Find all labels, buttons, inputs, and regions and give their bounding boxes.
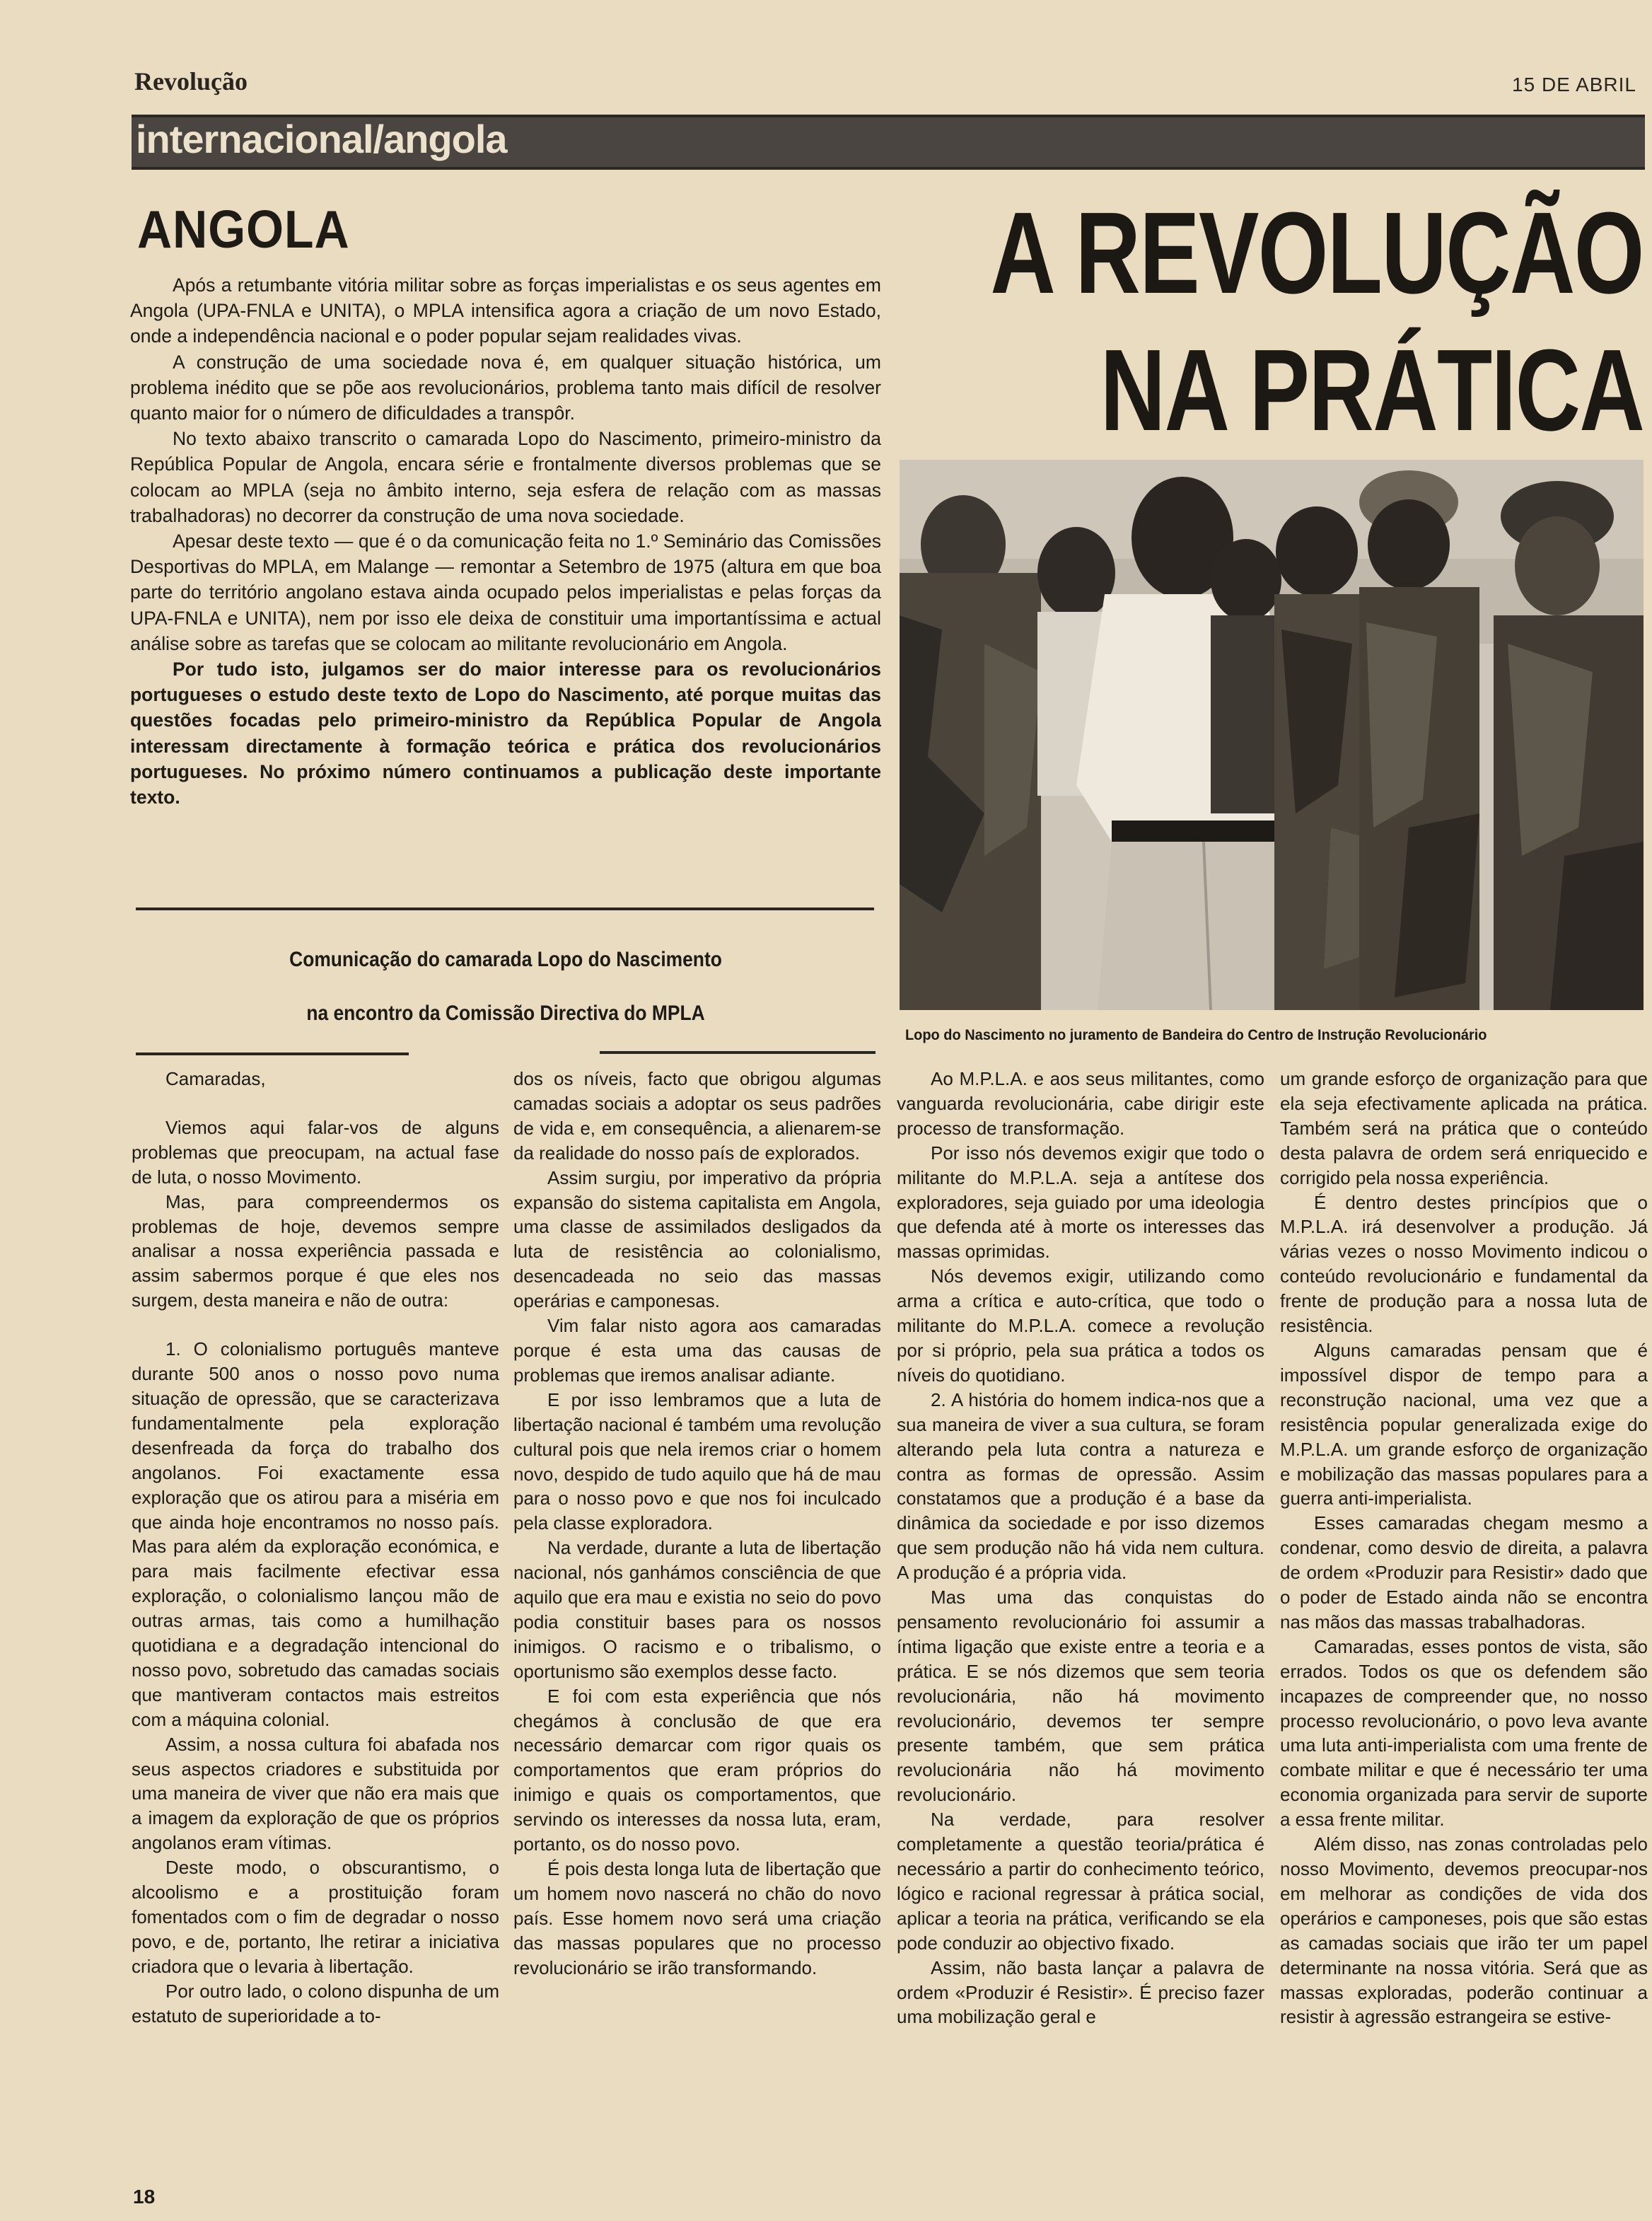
photo-caption: Lopo do Nascimento no juramento de Bandeira do Centro de Instrução Revolucionário	[905, 1027, 1487, 1043]
column-paragraph: Além disso, nas zonas controladas pelo nosso Movimento, devemos preocupar-nos em melhorar as condições de vida dos operários e camponeses, pois que são estas as camadas sociais que irão ter um papel determinante na nossa vitória. Será que as massas exploradas, poderão continuar a resistir à agressão estrangeira se estive-	[1280, 1833, 1648, 2028]
column-paragraph: Assim, a nossa cultura foi abafada nos seus aspectos criadores e substituida por uma maneira de viver que não era mais que a imagem da exploração de que os próprios angolanos eram vítimas.	[132, 1733, 499, 1854]
column-paragraph: E foi com esta experiência que nós chegámos à conclusão de que era necessário demarcar com rigor quais os comportamentos que eram próprios do inimigo e quais os comportamentos, que servindo os interesses da nossa luta, eram, portanto, os do nosso povo.	[513, 1685, 881, 1855]
article-column-4	[1280, 1067, 1648, 2029]
column-paragraph: Vim falar nisto agora aos camaradas porque é esta uma das causas de problemas que iremos analisar adiante.	[513, 1315, 881, 1386]
column-paragraph: Camaradas,	[165, 1068, 266, 1089]
column-paragraph: Na verdade, durante a luta de libertação nacional, nós ganhámos consciência de que aquilo que era mau e existia no seio do povo podia constituir bases para os nossos inimigos. O racismo e o tribalismo, o oportunismo são exemplos desse facto.	[513, 1537, 881, 1682]
column-paragraph: Na verdade, para resolver completamente a questão teoria/prática é necessário a partir do conhecimento teórico, lógico e racional regressar à prática social, aplicar a teoria na prática, verificando se ela pode conduzir ao objectivo fixado.	[897, 1809, 1264, 1954]
column-paragraph: Assim surgiu, por imperativo da própria expansão do sistema capitalista em Angola, uma classe de assimilados desligados da luta de resistência ao colonialismo, desencadeada no seio das massas operárias e camponesas.	[513, 1166, 881, 1312]
intro-paragraph: No texto abaixo transcrito o camarada Lopo do Nascimento, primeiro-ministro da República Popular de Angola, encara série e frontalmente diversos problemas que se colocam ao MPLA (seja no âmbito interno, seja esfera de relação com as massas trabalhadoras) no decorrer da construção de uma nova sociedade.	[130, 428, 881, 526]
intro-paragraph: Após a retumbante vitória militar sobre as forças imperialistas e os seus agentes em Angola (UPA-FNLA e UNITA), o MPLA intensifica agora a criação de um novo Estado, onde a independência nacional e o poder popular sejam realidades vivas.	[130, 274, 881, 347]
column-paragraph: Ao M.P.L.A. e aos seus militantes, como vanguarda revolucionária, cabe dirigir este processo de transformação.	[897, 1068, 1264, 1139]
headline-line-1: A REVOLUÇÃO	[990, 188, 1644, 318]
column-paragraph: dos os níveis, facto que obrigou algumas camadas sociais a adoptar os seus padrões de vida e, em consequência, a alienarem-se da realidade do nosso país de explorados.	[513, 1068, 881, 1164]
subhead-line-1: Comunicação do camarada Lopo do Nascimento	[289, 948, 722, 971]
intro-paragraph: Por tudo isto, julgamos ser do maior interesse para os revolucionários portugueses o estudo deste texto de Lopo do Nascimento, até porque muitas das questões focadas pelo primeiro-ministro da República Popular de Angola interessam directamente à formação teórica e prática dos revolucionários portugueses. No próximo número continuamos a publicação deste importante texto.	[130, 659, 881, 808]
intro-text	[130, 272, 881, 810]
article-column-2	[513, 1067, 881, 1981]
photo-illustration	[900, 460, 1644, 1010]
column-paragraph: Deste modo, o obscurantismo, o alcoolismo e a prostituição foram fomentados com o fim de degradar o nosso povo, e de, portanto, lhe retirar a iniciativa criadora que o levaria à libertação.	[132, 1857, 499, 1977]
column-paragraph: Mas uma das conquistas do pensamento revolucionário foi assumir a íntima ligação que existe entre a teoria e a prática. E se nós dizemos que sem teoria revolucionária, não há movimento revolucionário, devemos ter sempre presente também, que sem prática revolucionária não há movimento revolucionário.	[897, 1587, 1264, 1806]
article-column-3	[897, 1067, 1264, 2029]
column-paragraph: Mas, para compreendermos os problemas de hoje, devemos sempre analisar a nossa experiência passada e assim sabermos porque é que eles nos surgem, desta maneira e não de outra:	[132, 1190, 499, 1311]
column-paragraph: 2. A história do homem indica-nos que a sua maneira de viver a sua cultura, se foram alterando pela luta contra a natureza e contra as formas de opressão. Assim constatamos que a produção é a base da dinâmica da sociedade e por isso dizemos que sem produção não há vida nem cultura. A produção é a própria vida.	[897, 1388, 1264, 1584]
column-paragraph: Por outro lado, o colono dispunha de um estatuto de superioridade a to-	[132, 1980, 499, 2026]
divider-rule	[136, 1052, 409, 1055]
page-number: 18	[133, 2186, 156, 2208]
column-paragraph: Camaradas, esses pontos de vista, são errados. Todos os que os defendem são incapazes de compreender que, no nosso processo revolucionário, o povo leva avante uma luta anti-imperialista com uma frente de combate militar e que é necessário ter uma economia organizada para servir de suporte a essa frente militar.	[1280, 1635, 1648, 1831]
column-paragraph: É dentro destes princípios que o M.P.L.A. irá desenvolver a produção. Já várias vezes o nosso Movimento indicou o conteúdo revolucionário e fundamental da frente de produção para a nossa luta de resistência.	[1280, 1191, 1648, 1337]
kicker: ANGOLA	[137, 200, 350, 260]
column-paragraph: Por isso nós devemos exigir que todo o militante do M.P.L.A. seja a antítese dos exploradores, seja guiado por uma ideologia que defenda até à morte os interesses das massas oprimidas.	[897, 1142, 1264, 1263]
column-paragraph: Alguns camaradas pensam que é impossível dispor de tempo para a reconstrução nacional, uma vez que a resistência popular generalizada exige do M.P.L.A. um grande esforço de organização e mobilização das massas populares para a guerra anti-imperialista.	[1280, 1339, 1648, 1509]
column-paragraph: Nós devemos exigir, utilizando como arma a crítica e auto-crítica, que todo o militante do M.P.L.A. comece a revolução por si próprio, pela sua prática a todos os níveis do quotidiano.	[897, 1265, 1264, 1386]
news-photo	[900, 460, 1644, 1010]
masthead: Revolução	[134, 67, 248, 95]
article-column-1	[132, 1067, 499, 2029]
intro-paragraph: A construção de uma sociedade nova é, em qualquer situação histórica, um problema inédito que se põe aos revolucionários, problema tanto mais difícil de resolver quanto maior for o número de dificuldades a transpôr.	[130, 351, 881, 424]
column-paragraph: Assim, não basta lançar a palavra de ordem «Produzir é Resistir». É preciso fazer uma mobilização geral e	[897, 1956, 1264, 2028]
column-paragraph: um grande esforço de organização para que ela seja efectivamente aplicada na prática. Também será na prática que o conteúdo desta palavra de ordem será enriquecido e corrigido pela nossa experiência.	[1280, 1068, 1648, 1188]
section-label: internacional/angola	[136, 117, 507, 161]
subhead-line-2: na encontro da Comissão Directiva do MPLA	[306, 1002, 705, 1025]
column-paragraph: 1. O colonialismo português manteve durante 500 anos o nosso povo numa situação de opressão, que se caracterizava fundamentalmente pela exploração desenfreada da força do trabalho dos angolanos. Foi exactamente essa exploração que os atirou para a miséria em que ainda hoje encontramos no nosso país. Mas para além da exploração económica, e para mais facilmente efectivar essa exploração, o colonialismo lançou mão de outras armas, tais como a humilhação quotidiana e a degradação intencional do nosso povo, sobretudo das camadas sociais que mantiveram contactos mais estreitos com a máquina colonial.	[132, 1338, 499, 1730]
divider-rule	[136, 907, 874, 910]
column-paragraph: É pois desta longa luta de libertação que um homem novo nascerá no chão do novo país. Esse homem novo será uma criação das massas populares que no processo revolucionário se irão transformando.	[513, 1858, 881, 1978]
intro-paragraph: Apesar deste texto — que é o da comunicação feita no 1.º Seminário das Comissões Desportivas do MPLA, em Malange — remontar a Setembro de 1975 (altura em que boa parte do território angolano estava ainda ocupado pelos imperialistas e pelas forças da UPA-FNLA e UNITA), nem por isso ele deixa de constituir uma importantíssima e actual análise sobre as tarefas que se colocam ao militante revolucionário em Angola.	[130, 530, 881, 654]
issue-date: 15 DE ABRIL	[1512, 74, 1636, 95]
headline-line-2: NA PRÁTICA	[1100, 325, 1644, 455]
column-paragraph: E por isso lembramos que a luta de libertação nacional é também uma revolução cultural pois que nela iremos criar o homem novo, despido de tudo aquilo que há de mau para o nosso povo e que nos foi inculcado pela classe exploradora.	[513, 1388, 881, 1534]
divider-rule	[600, 1051, 876, 1054]
column-paragraph: Esses camaradas chegam mesmo a condenar, como desvio de direita, a palavra de ordem «Produzir para Resistir» dado que o poder de Estado ainda não se encontra nas mãos das massas trabalhadoras.	[1280, 1512, 1648, 1633]
column-paragraph: Viemos aqui falar-vos de alguns problemas que preocupam, na actual fase de luta, o nosso Movimento.	[132, 1116, 499, 1188]
